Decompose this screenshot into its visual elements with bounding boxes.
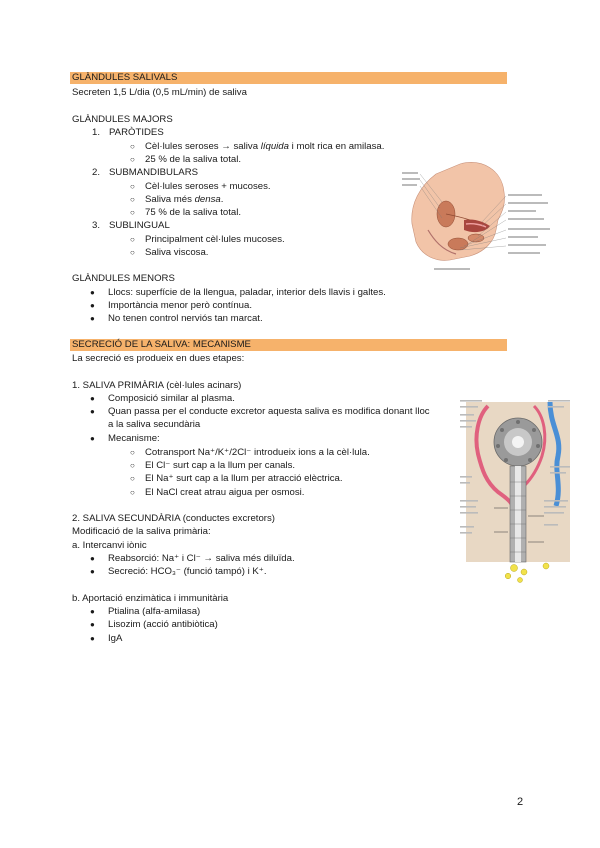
list-title: SUBLINGUAL [109, 220, 170, 231]
bullet-icon: ● [90, 314, 95, 323]
intercanvi-title: a. Intercanvi iònic [72, 540, 147, 551]
circle-bullet-icon: ○ [130, 488, 135, 497]
bullet-text: Principalment cèl·lules mucoses. [145, 234, 285, 245]
bullet-icon: ● [90, 434, 95, 443]
bullet-icon: ● [90, 634, 95, 643]
bullet-icon: ● [90, 620, 95, 629]
emphasis-text: densa [194, 194, 221, 205]
bullet-item [90, 312, 263, 325]
sub-bullet [130, 206, 241, 219]
majors-title: GLÀNDULES MAJORS [72, 114, 173, 125]
bullet-text: i molt rica en amilasa. [288, 141, 385, 152]
bullet-text: Cotransport Na⁺/K⁺/2Cl⁻ introdueix ions a la cèl·lula. [145, 447, 370, 458]
sub-bullet [130, 153, 241, 166]
circle-bullet-icon: ○ [130, 195, 135, 204]
circle-bullet-icon: ○ [130, 248, 135, 257]
bullet-text: No tenen control nerviós tan marcat. [108, 313, 263, 324]
salivary-acinus-diagram [458, 396, 578, 586]
bullet-item [90, 405, 430, 418]
section-heading-text: SECRECIÓ DE LA SALIVA: MECANISME [72, 339, 251, 350]
sub-bullet [130, 140, 384, 153]
bullet-text: Quan passa per el conducte excretor aquesta saliva es modifica donant lloc [108, 406, 430, 417]
bullet-text: El Cl⁻ surt cap a la llum per canals. [145, 460, 296, 471]
circle-bullet-icon: ○ [130, 142, 135, 151]
bullet-item [90, 565, 267, 578]
bullet-item [90, 299, 252, 312]
secundaria-sub: Modificació de la saliva primària: [72, 526, 211, 537]
bullet-text: 25 % de la saliva total. [145, 154, 241, 165]
bullet-text: IgA [108, 633, 123, 644]
sub-bullet [130, 446, 370, 459]
circle-bullet-icon: ○ [130, 208, 135, 217]
bullet-text: Saliva més [145, 194, 195, 205]
bullet-text: Llocs: superfície de la llengua, paladar, interior dels llavis i galtes. [108, 287, 386, 298]
bullet-text: Cèl·lules seroses → saliva [145, 141, 261, 152]
bullet-text: Ptialina (alfa-amilasa) [108, 606, 201, 617]
list-number: 3. [92, 220, 101, 231]
sub-bullet [130, 472, 343, 485]
section-heading-glandules-salivals [70, 72, 507, 84]
list-title: PARÒTIDES [109, 127, 164, 138]
bullet-text: Secreció: HCO₃⁻ (funció tampó) i K⁺. [108, 566, 267, 577]
list-number: 2. [92, 167, 101, 178]
bullet-text: Composició similar al plasma. [108, 393, 235, 404]
bullet-item [90, 552, 295, 565]
bullet-item [90, 392, 235, 405]
bullet-icon: ● [90, 394, 95, 403]
list-number: 1. [92, 127, 101, 138]
intro-text: La secreció es produeix en dues etapes: [72, 353, 245, 364]
sub-bullet [130, 459, 295, 472]
circle-bullet-icon: ○ [130, 448, 135, 457]
bullet-text: Mecanisme: [108, 433, 160, 444]
circle-bullet-icon: ○ [130, 182, 135, 191]
bullet-text: Importància menor però contínua. [108, 300, 252, 311]
list-item-parotides [92, 126, 164, 139]
list-item-sublingual [92, 219, 170, 232]
sub-bullet [130, 180, 271, 193]
secundaria-title: 2. SALIVA SECUNDÀRIA (conductes excretors) [72, 513, 275, 524]
intro-text: Secreten 1,5 L/dia (0,5 mL/min) de saliva [72, 87, 247, 98]
emphasis-text: líquida [260, 141, 289, 152]
circle-bullet-icon: ○ [130, 155, 135, 164]
bullet-text: Saliva viscosa. [145, 247, 209, 258]
circle-bullet-icon: ○ [130, 461, 135, 470]
bullet-text: Reabsorció: Na⁺ i Cl⁻ → saliva més diluïda. [108, 553, 295, 564]
bullet-icon: ● [90, 607, 95, 616]
circle-bullet-icon: ○ [130, 235, 135, 244]
bullet-item [90, 618, 218, 631]
bullet-text: El Na⁺ surt cap a la llum per atracció elèctrica. [145, 473, 343, 484]
bullet-text: Lisozim (acció antibiòtica) [108, 619, 218, 630]
section-heading-text: GLÀNDULES SALIVALS [72, 72, 178, 83]
list-item-submandibulars [92, 166, 198, 179]
bullet-icon: ● [90, 288, 95, 297]
bullet-text: . [220, 194, 224, 205]
bullet-icon: ● [90, 567, 95, 576]
bullet-item [90, 632, 122, 645]
sub-bullet [130, 233, 285, 246]
sub-bullet [130, 193, 223, 206]
bullet-icon: ● [90, 554, 95, 563]
bullet-text: El NaCl creat atrau aigua per osmosi. [145, 487, 305, 498]
bullet-item [90, 432, 160, 445]
circle-bullet-icon: ○ [130, 474, 135, 483]
salivary-glands-illustration [398, 160, 560, 276]
section-heading-secrecio [70, 339, 507, 351]
bullet-continuation: a la saliva secundària [108, 419, 201, 430]
bullet-text: Cèl·lules seroses + mucoses. [145, 181, 271, 192]
bullet-icon: ● [90, 301, 95, 310]
primaria-title: 1. SALIVA PRIMÀRIA (cèl·lules acinars) [72, 380, 242, 391]
bullet-icon: ● [90, 407, 95, 416]
bullet-item [90, 605, 200, 618]
list-title: SUBMANDIBULARS [109, 167, 199, 178]
aportacio-title: b. Aportació enzimàtica i immunitària [72, 593, 229, 604]
sub-bullet [130, 486, 304, 499]
sub-bullet [130, 246, 208, 259]
page-number: 2 [517, 796, 524, 808]
bullet-text: 75 % de la saliva total. [145, 207, 241, 218]
bullet-item [90, 286, 386, 299]
menors-title: GLÀNDULES MENORS [72, 273, 175, 284]
